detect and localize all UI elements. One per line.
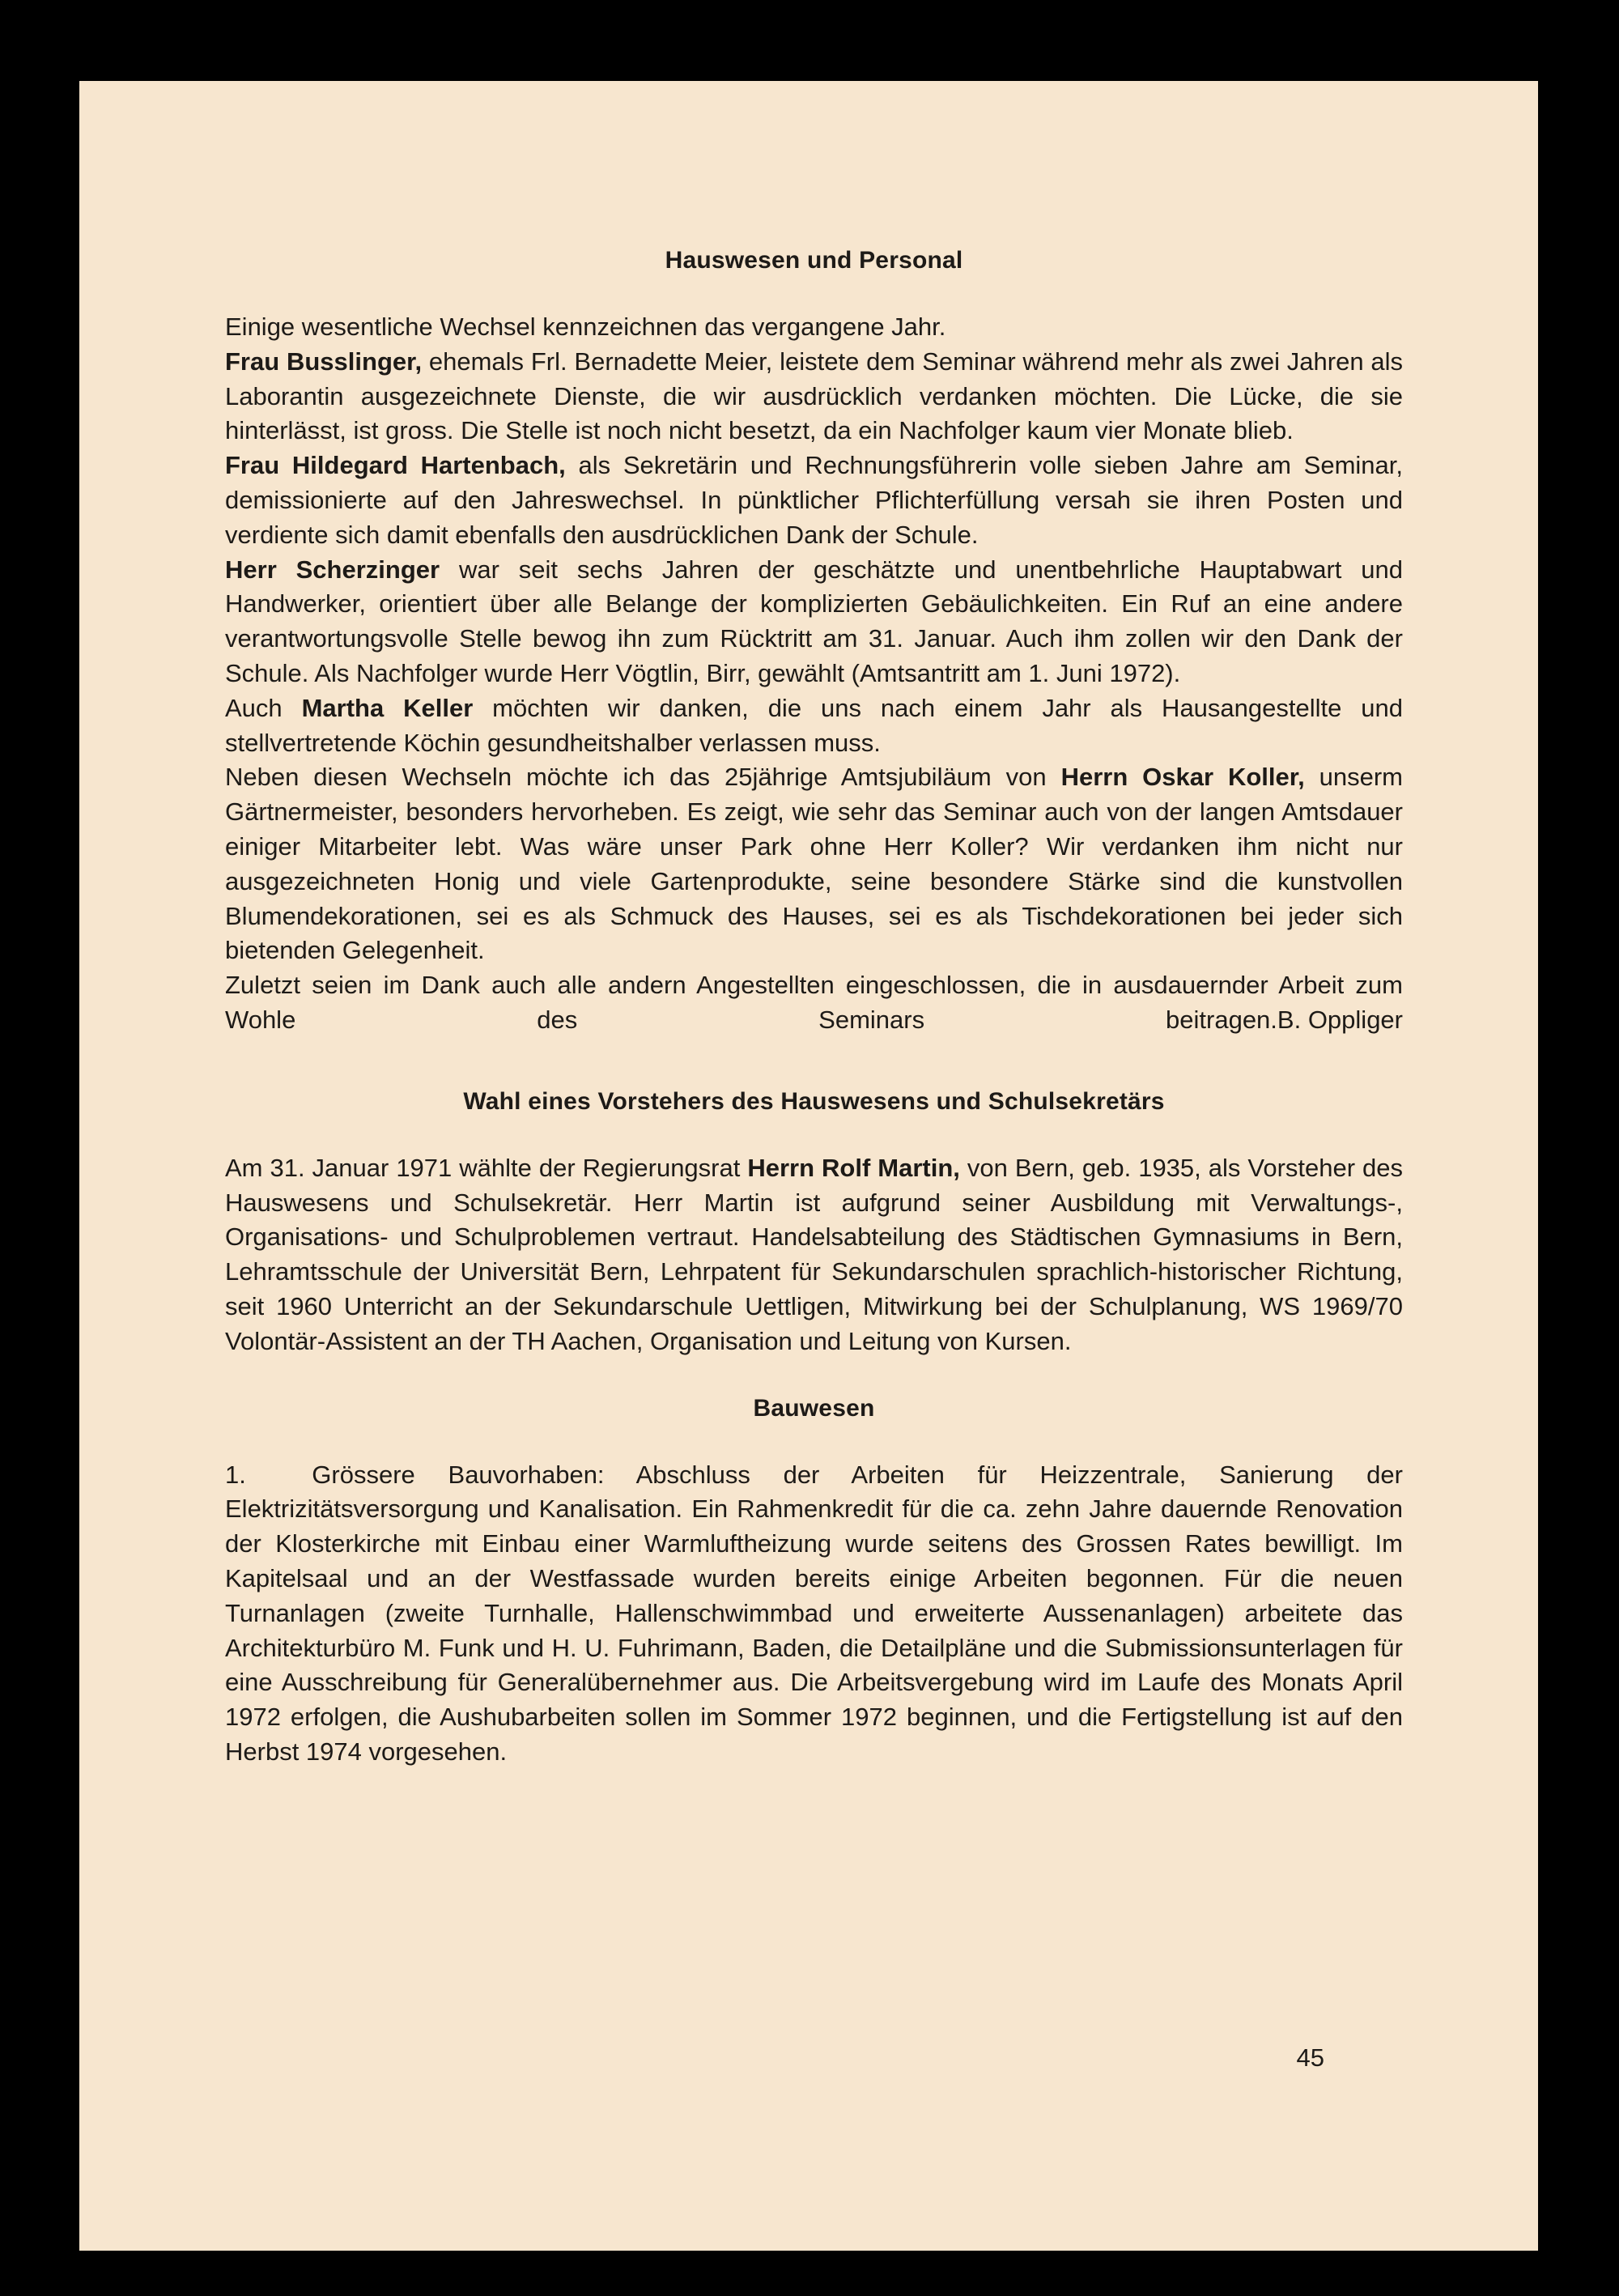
section-heading-bauwesen: Bauwesen: [753, 1394, 875, 1422]
person-name: Frau Busslinger,: [225, 347, 423, 376]
section-body-bauwesen: [225, 1458, 1410, 1770]
paragraph: Frau Busslinger, ehemals Frl. Bernadette Meier, leistete dem Seminar während mehr als zwei Jahren als Laborantin ausgezeichnete Dienste, die wir ausdrücklich verdanken möchten. Die Lücke, die sie hinterlässt, ist gross. Die Stelle ist noch nicht besetzt, da ein Nachfolger kaum vier Monate blieb.: [225, 347, 1404, 445]
document-page: [79, 81, 1538, 2251]
section-heading-wahl: Wahl eines Vorstehers des Hauswesens und Schulsekretärs: [463, 1087, 1165, 1115]
person-name: Herr Scherzinger: [225, 555, 440, 584]
paragraph: Einige wesentliche Wechsel kennzeichnen das vergangene Jahr.: [225, 313, 946, 341]
section-body-hauswesen: [225, 310, 1403, 1038]
paragraph: Frau Hildegard Hartenbach, als Sekretärin und Rechnungsführerin volle sieben Jahre am Seminar, demissionierte auf den Jahreswechsel. In pünktlicher Pflichterfüllung versah sie ihren Posten und verdiente sich damit ebenfalls den ausdrücklichen Dank der Schule.: [225, 451, 1403, 549]
author-signature: B. Oppliger: [1277, 1005, 1403, 1034]
paragraph: Am 31. Januar 1971 wählte der Regierungsrat Herrn Rolf Martin, von Bern, geb. 1935, als Vorsteher des Hauswesens und Schulsekretär. Herr Martin ist aufgrund seiner Ausbildung mit Verwaltungs-, Organisations- und Schulproblemen vertraut. Handelsabteilung des Städtischen Gymnasiums in Bern, Lehramtsschule der Universität Bern, Lehrpatent für Sekundarschulen sprachlich-historischer Richtung, seit 1960 Unterricht an der Sekundarschule Uettligen, Mitwirkung bei der Schulplanung, WS 1969/70 Volontär-Assistent an der TH Aachen, Organisation und Leitung von Kursen.: [225, 1153, 1404, 1355]
closing-paragraph: Zuletzt seien im Dank auch alle andern Angestellten eingeschlossen, die in ausdauernder Arbeit zum Wohle des Seminars beitragen. B. Oppliger: [225, 968, 1403, 1038]
person-name: Herrn Oskar Koller,: [1060, 763, 1305, 792]
paragraph: Neben diesen Wechseln möchte ich das 25jährige Amtsjubiläum von Herrn Oskar Koller, unserm Gärtnermeister, besonders hervorheben. Es zeigt, wie sehr das Seminar auch von der langen Amtsdauer einiger Mitarbeiter lebt. Was wäre unser Park ohne Herr Koller? Wir verdanken ihm nicht nur ausgezeichneten Honig und viele Gartenprodukte, seine besondere Stärke sind die kunstvollen Blumendekorationen, sei es als Schmuck des Hauses, sei es als Tischdekorationen bei jeder sich bietenden Gelegenheit.: [225, 763, 1404, 965]
page-content: [225, 247, 1410, 1770]
section-heading-hauswesen: Hauswesen und Personal: [665, 247, 963, 274]
paragraph: Herr Scherzinger war seit sechs Jahren der geschätzte und unentbehrliche Hauptabwart und Handwerker, orientiert über alle Belange der komplizierten Gebäulichkeiten. Ein Ruf an eine andere verantwortungsvolle Stelle bewog ihn zum Rücktritt am 31. Januar. Auch ihm zollen wir den Dank der Schule. Als Nachfolger wurde Herr Vögtlin, Birr, gewählt (Amtsantritt am 1. Juni 1972).: [225, 555, 1403, 687]
person-name: Frau Hildegard Hartenbach,: [225, 451, 566, 480]
section-body-wahl: [225, 1151, 1403, 1359]
person-name: Herrn Rolf Martin,: [747, 1153, 960, 1182]
page-number: 45: [1296, 2043, 1324, 2072]
paragraph: 1. Grössere Bauvorhaben: Abschluss der Arbeiten für Heizzentrale, Sanierung der Elektrizitätsversorgung und Kanalisation. Ein Rahmenkredit für die ca. zehn Jahre dauernde Renovation der Klosterkirche mit Einbau einer Warmluftheizung wurde seitens des Grossen Rates bewilligt. Im Kapitelsaal und an der Westfassade wurden bereits einige Arbeiten begonnen. Für die neuen Turnanlagen (zweite Turnhalle, Hallenschwimmbad und erweiterte Aussenanlagen) arbeitete das Architekturbüro M. Funk und H. U. Fuhrimann, Baden, die Detailpläne und die Submissionsunterlagen für eine Ausschreibung für Generalübernehmer aus. Die Arbeitsvergebung wird im Laufe des Monats April 1972 erfolgen, die Aushubarbeiten sollen im Sommer 1972 beginnen, und die Fertigstellung ist auf den Herbst 1974 vorgesehen.: [225, 1460, 1410, 1766]
paragraph: Auch Martha Keller möchten wir danken, die uns nach einem Jahr als Hausangestellte und stellvertretende Köchin gesundheitshalber verlassen muss.: [225, 693, 1403, 757]
person-name: Martha Keller: [301, 693, 474, 722]
